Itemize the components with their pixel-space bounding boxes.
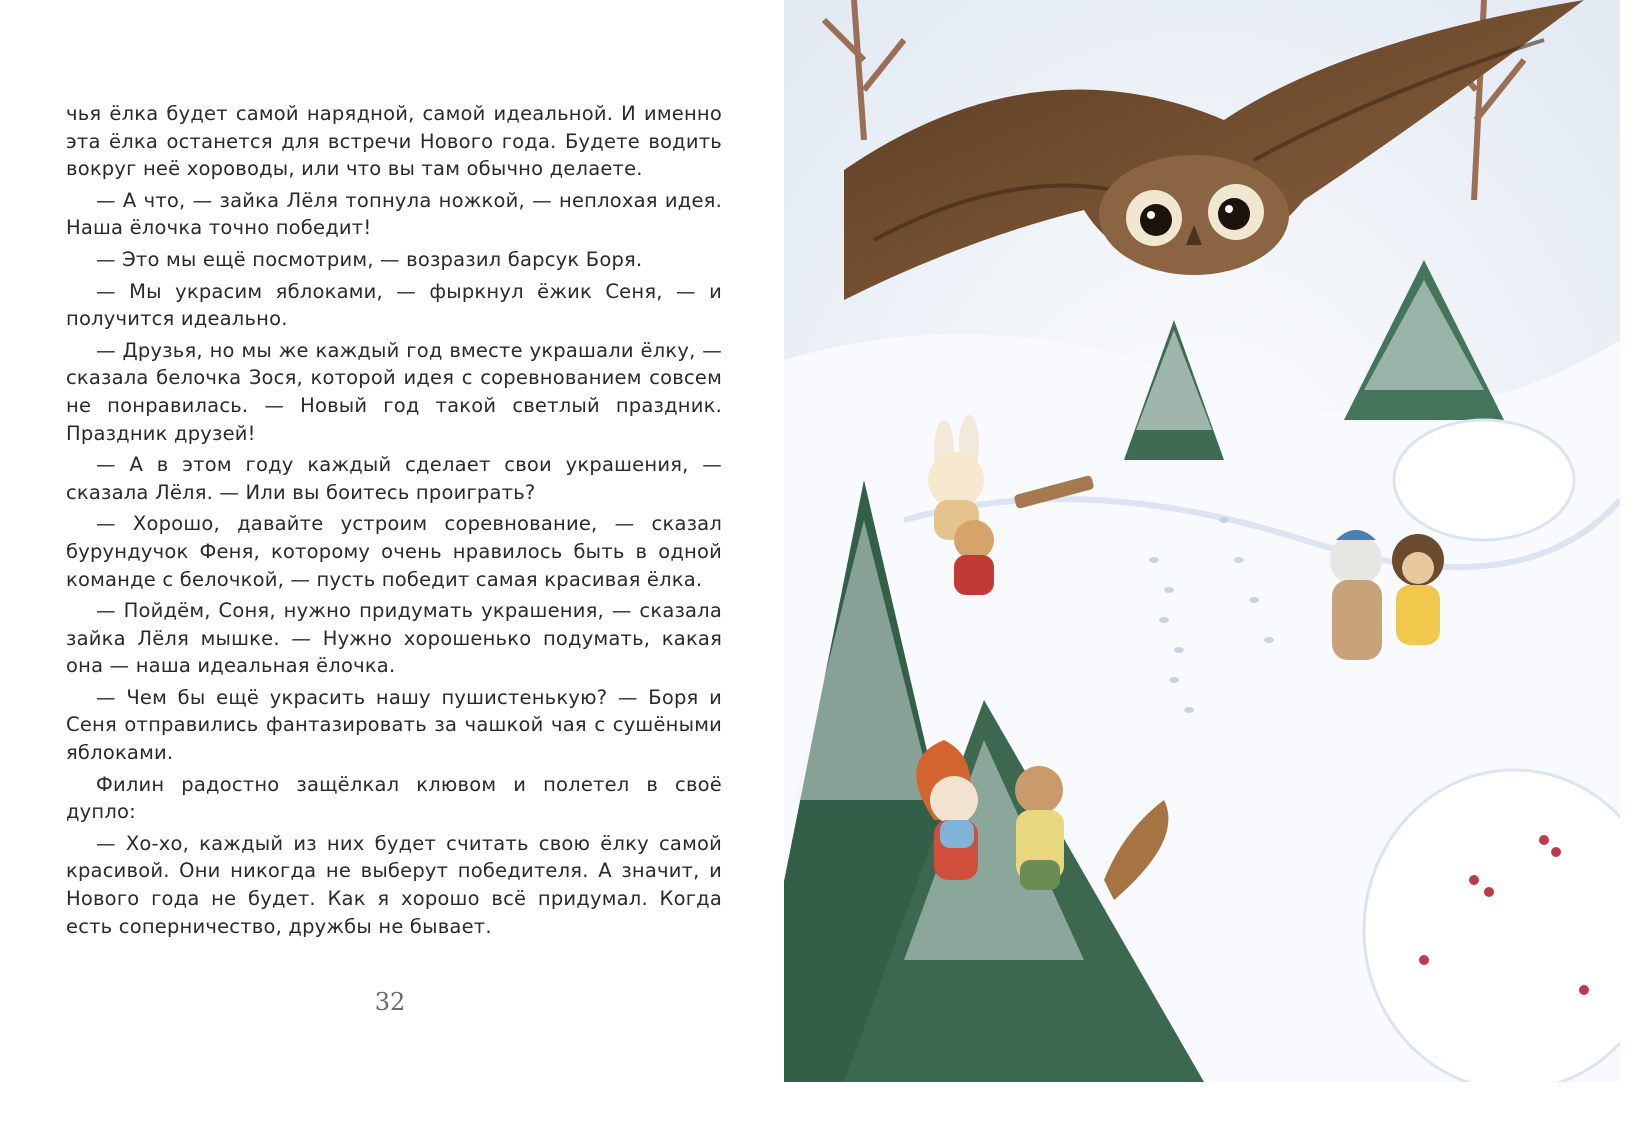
paragraph: чья ёлка будет самой нарядной, самой идеальной. И именно эта ёлка останется для встречи Нового года. Будете водить вокруг неё хороводы, или что вы там обычно делаете.: [66, 102, 722, 181]
paragraph: — Хо-хо, каждый из них будет считать свою ёлку самой красивой. Они никогда не выберут победителя. А значит, и Нового года не будет. Как я хорошо всё придумал. Когда есть соперничество, дружбы не бывает.: [66, 831, 722, 938]
paragraph: — Пойдём, Соня, нужно придумать украшения, — сказала зайка Лёля мышке. — Нужно хорошенько подумать, какая она — наша идеальная ёлочка.: [66, 599, 722, 678]
paragraph: — Мы украсим яблоками, — фыркнул ёжик Сеня, — и получится идеально.: [66, 279, 722, 331]
mouse: [954, 520, 994, 595]
paragraph: Филин радостно защёлкал клювом и полетел в своё дупло:: [66, 772, 722, 824]
paragraph: — Друзья, но мы же каждый год вместе украшали ёлку, — сказала белочка Зося, которой идея с соревнованием совсем не понравилась. — Новый год такой светлый праздник. Праздник друзей!: [66, 338, 722, 445]
page-number: 32: [374, 988, 406, 1016]
paragraph: — А что, — зайка Лёля топнула ножкой, — неплохая идея. Наша ёлочка точно победит!: [66, 188, 722, 240]
paragraph: — Хорошо, давайте устроим соревнование, — сказал бурундучок Феня, которому очень нравилось быть в одной команде с белочкой, — пусть победит самая красивая ёлка.: [66, 512, 722, 591]
winter-forest-illustration: [784, 0, 1620, 1082]
story-text: [66, 100, 722, 944]
paragraph: — Чем бы ещё украсить нашу пушистенькую? — Боря и Сеня отправились фантазировать за чашкой чая с сушёными яблоками.: [66, 685, 722, 765]
illustration-svg: [784, 0, 1620, 1082]
paragraph: — А в этом году каждый сделает свои украшения, — сказала Лёля. — Или вы боитесь проиграть?: [66, 453, 722, 504]
hedgehog: [1392, 534, 1444, 645]
badger: [1330, 530, 1382, 660]
paragraph: — Это мы ещё посмотрим, — возразил барсук Боря.: [96, 247, 643, 271]
left-page: [0, 0, 780, 1123]
